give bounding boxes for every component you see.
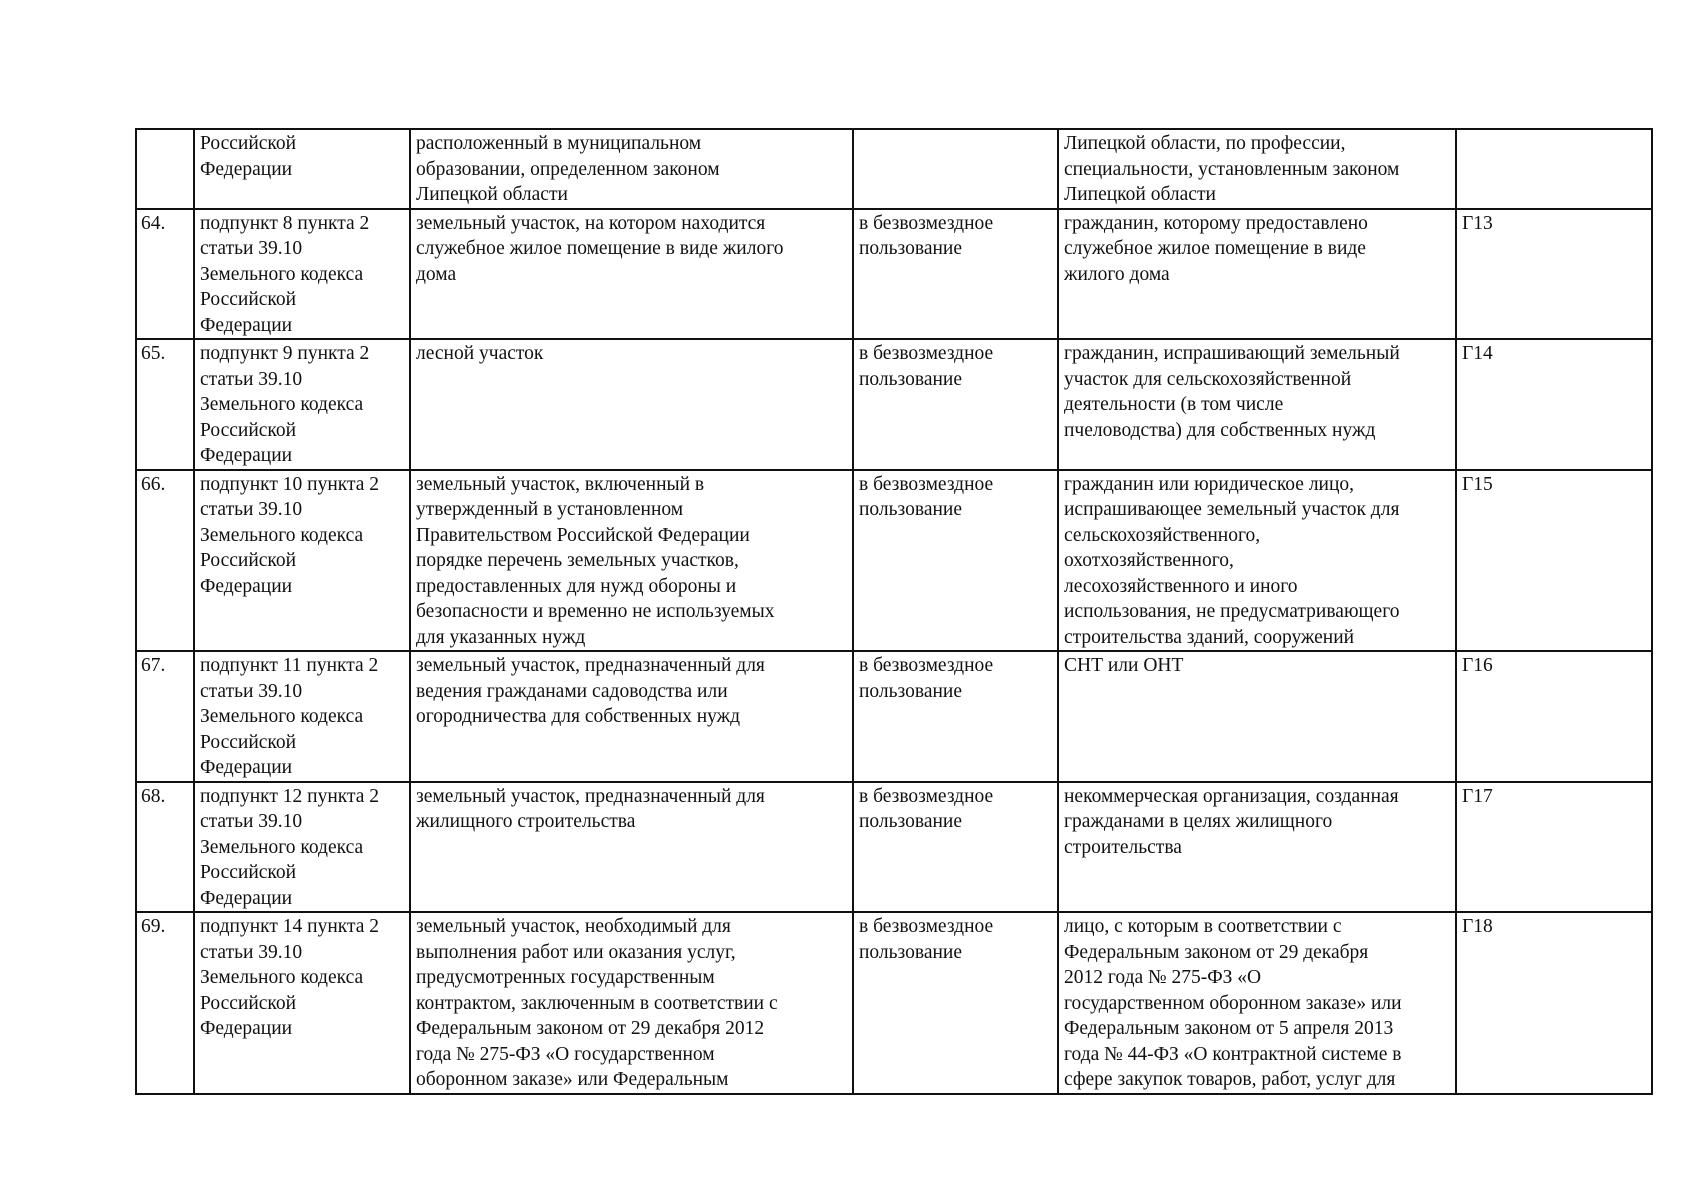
land-plot-cell: расположенный в муниципальном образовании, определенном законом Липецкой области xyxy=(410,129,853,209)
right-type-cell: в безвозмездное пользование xyxy=(853,209,1058,340)
land-plot-cell: лесной участок xyxy=(410,339,853,470)
row-number: 66. xyxy=(136,470,194,652)
row-number: 68. xyxy=(136,782,194,913)
table-row xyxy=(136,651,1652,782)
code-cell: Г15 xyxy=(1456,470,1652,652)
code-cell: Г18 xyxy=(1456,912,1652,1094)
row-number: 65. xyxy=(136,339,194,470)
applicant-cell: гражданин, испрашивающий земельный участок для сельскохозяйственной деятельности (в том числе пчеловодства) для собственных нужд xyxy=(1058,339,1456,470)
legal-basis-cell: подпункт 8 пункта 2 статьи 39.10 Земельного кодекса Российской Федерации xyxy=(194,209,410,340)
land-plot-cell: земельный участок, необходимый для выполнения работ или оказания услуг, предусмотренных государственным контрактом, заключенным в соответствии с Федеральным законом от 29 декабря 2012 года № 275-ФЗ «О государственном оборонном заказе» или Федеральным xyxy=(410,912,853,1094)
right-type-cell: в безвозмездное пользование xyxy=(853,339,1058,470)
table-row xyxy=(136,470,1652,652)
land-plots-table xyxy=(135,128,1653,1095)
land-plot-cell: земельный участок, предназначенный для жилищного строительства xyxy=(410,782,853,913)
right-type-cell xyxy=(853,129,1058,209)
code-cell: Г17 xyxy=(1456,782,1652,913)
legal-basis-cell: Российской Федерации xyxy=(194,129,410,209)
right-type-cell: в безвозмездное пользование xyxy=(853,912,1058,1094)
applicant-cell: некоммерческая организация, созданная гражданами в целях жилищного строительства xyxy=(1058,782,1456,913)
right-type-cell: в безвозмездное пользование xyxy=(853,470,1058,652)
code-cell: Г14 xyxy=(1456,339,1652,470)
legal-basis-cell: подпункт 14 пункта 2 статьи 39.10 Земельного кодекса Российской Федерации xyxy=(194,912,410,1094)
land-plot-cell: земельный участок, предназначенный для ведения гражданами садоводства или огородничества для собственных нужд xyxy=(410,651,853,782)
legal-basis-cell: подпункт 9 пункта 2 статьи 39.10 Земельного кодекса Российской Федерации xyxy=(194,339,410,470)
code-cell: Г16 xyxy=(1456,651,1652,782)
table-row xyxy=(136,912,1652,1094)
table-row xyxy=(136,339,1652,470)
applicant-cell: гражданин, которому предоставлено служебное жилое помещение в виде жилого дома xyxy=(1058,209,1456,340)
land-plot-cell: земельный участок, включенный в утвержденный в установленном Правительством Российской Федерации порядке перечень земельных участков, предоставленных для нужд обороны и безопасности и временно не используемых для указанных нужд xyxy=(410,470,853,652)
right-type-cell: в безвозмездное пользование xyxy=(853,782,1058,913)
table-row xyxy=(136,129,1652,209)
applicant-cell: гражданин или юридическое лицо, испрашивающее земельный участок для сельскохозяйственного, охотхозяйственного, лесохозяйственного и иного использования, не предусматривающего строительства зданий, сооружений xyxy=(1058,470,1456,652)
applicant-cell: СНТ или ОНТ xyxy=(1058,651,1456,782)
row-number: 69. xyxy=(136,912,194,1094)
legal-basis-cell: подпункт 12 пункта 2 статьи 39.10 Земельного кодекса Российской Федерации xyxy=(194,782,410,913)
row-number xyxy=(136,129,194,209)
applicant-cell: Липецкой области, по профессии, специальности, установленным законом Липецкой области xyxy=(1058,129,1456,209)
right-type-cell: в безвозмездное пользование xyxy=(853,651,1058,782)
code-cell xyxy=(1456,129,1652,209)
table-row xyxy=(136,209,1652,340)
row-number: 67. xyxy=(136,651,194,782)
legal-basis-cell: подпункт 10 пункта 2 статьи 39.10 Земельного кодекса Российской Федерации xyxy=(194,470,410,652)
land-plot-cell: земельный участок, на котором находится служебное жилое помещение в виде жилого дома xyxy=(410,209,853,340)
code-cell: Г13 xyxy=(1456,209,1652,340)
row-number: 64. xyxy=(136,209,194,340)
table-row xyxy=(136,782,1652,913)
legal-basis-cell: подпункт 11 пункта 2 статьи 39.10 Земельного кодекса Российской Федерации xyxy=(194,651,410,782)
applicant-cell: лицо, с которым в соответствии с Федеральным законом от 29 декабря 2012 года № 275-ФЗ «О государственном оборонном заказе» или Федеральным законом от 5 апреля 2013 года № 44-ФЗ «О контрактной системе в сфере закупок товаров, работ, услуг для xyxy=(1058,912,1456,1094)
